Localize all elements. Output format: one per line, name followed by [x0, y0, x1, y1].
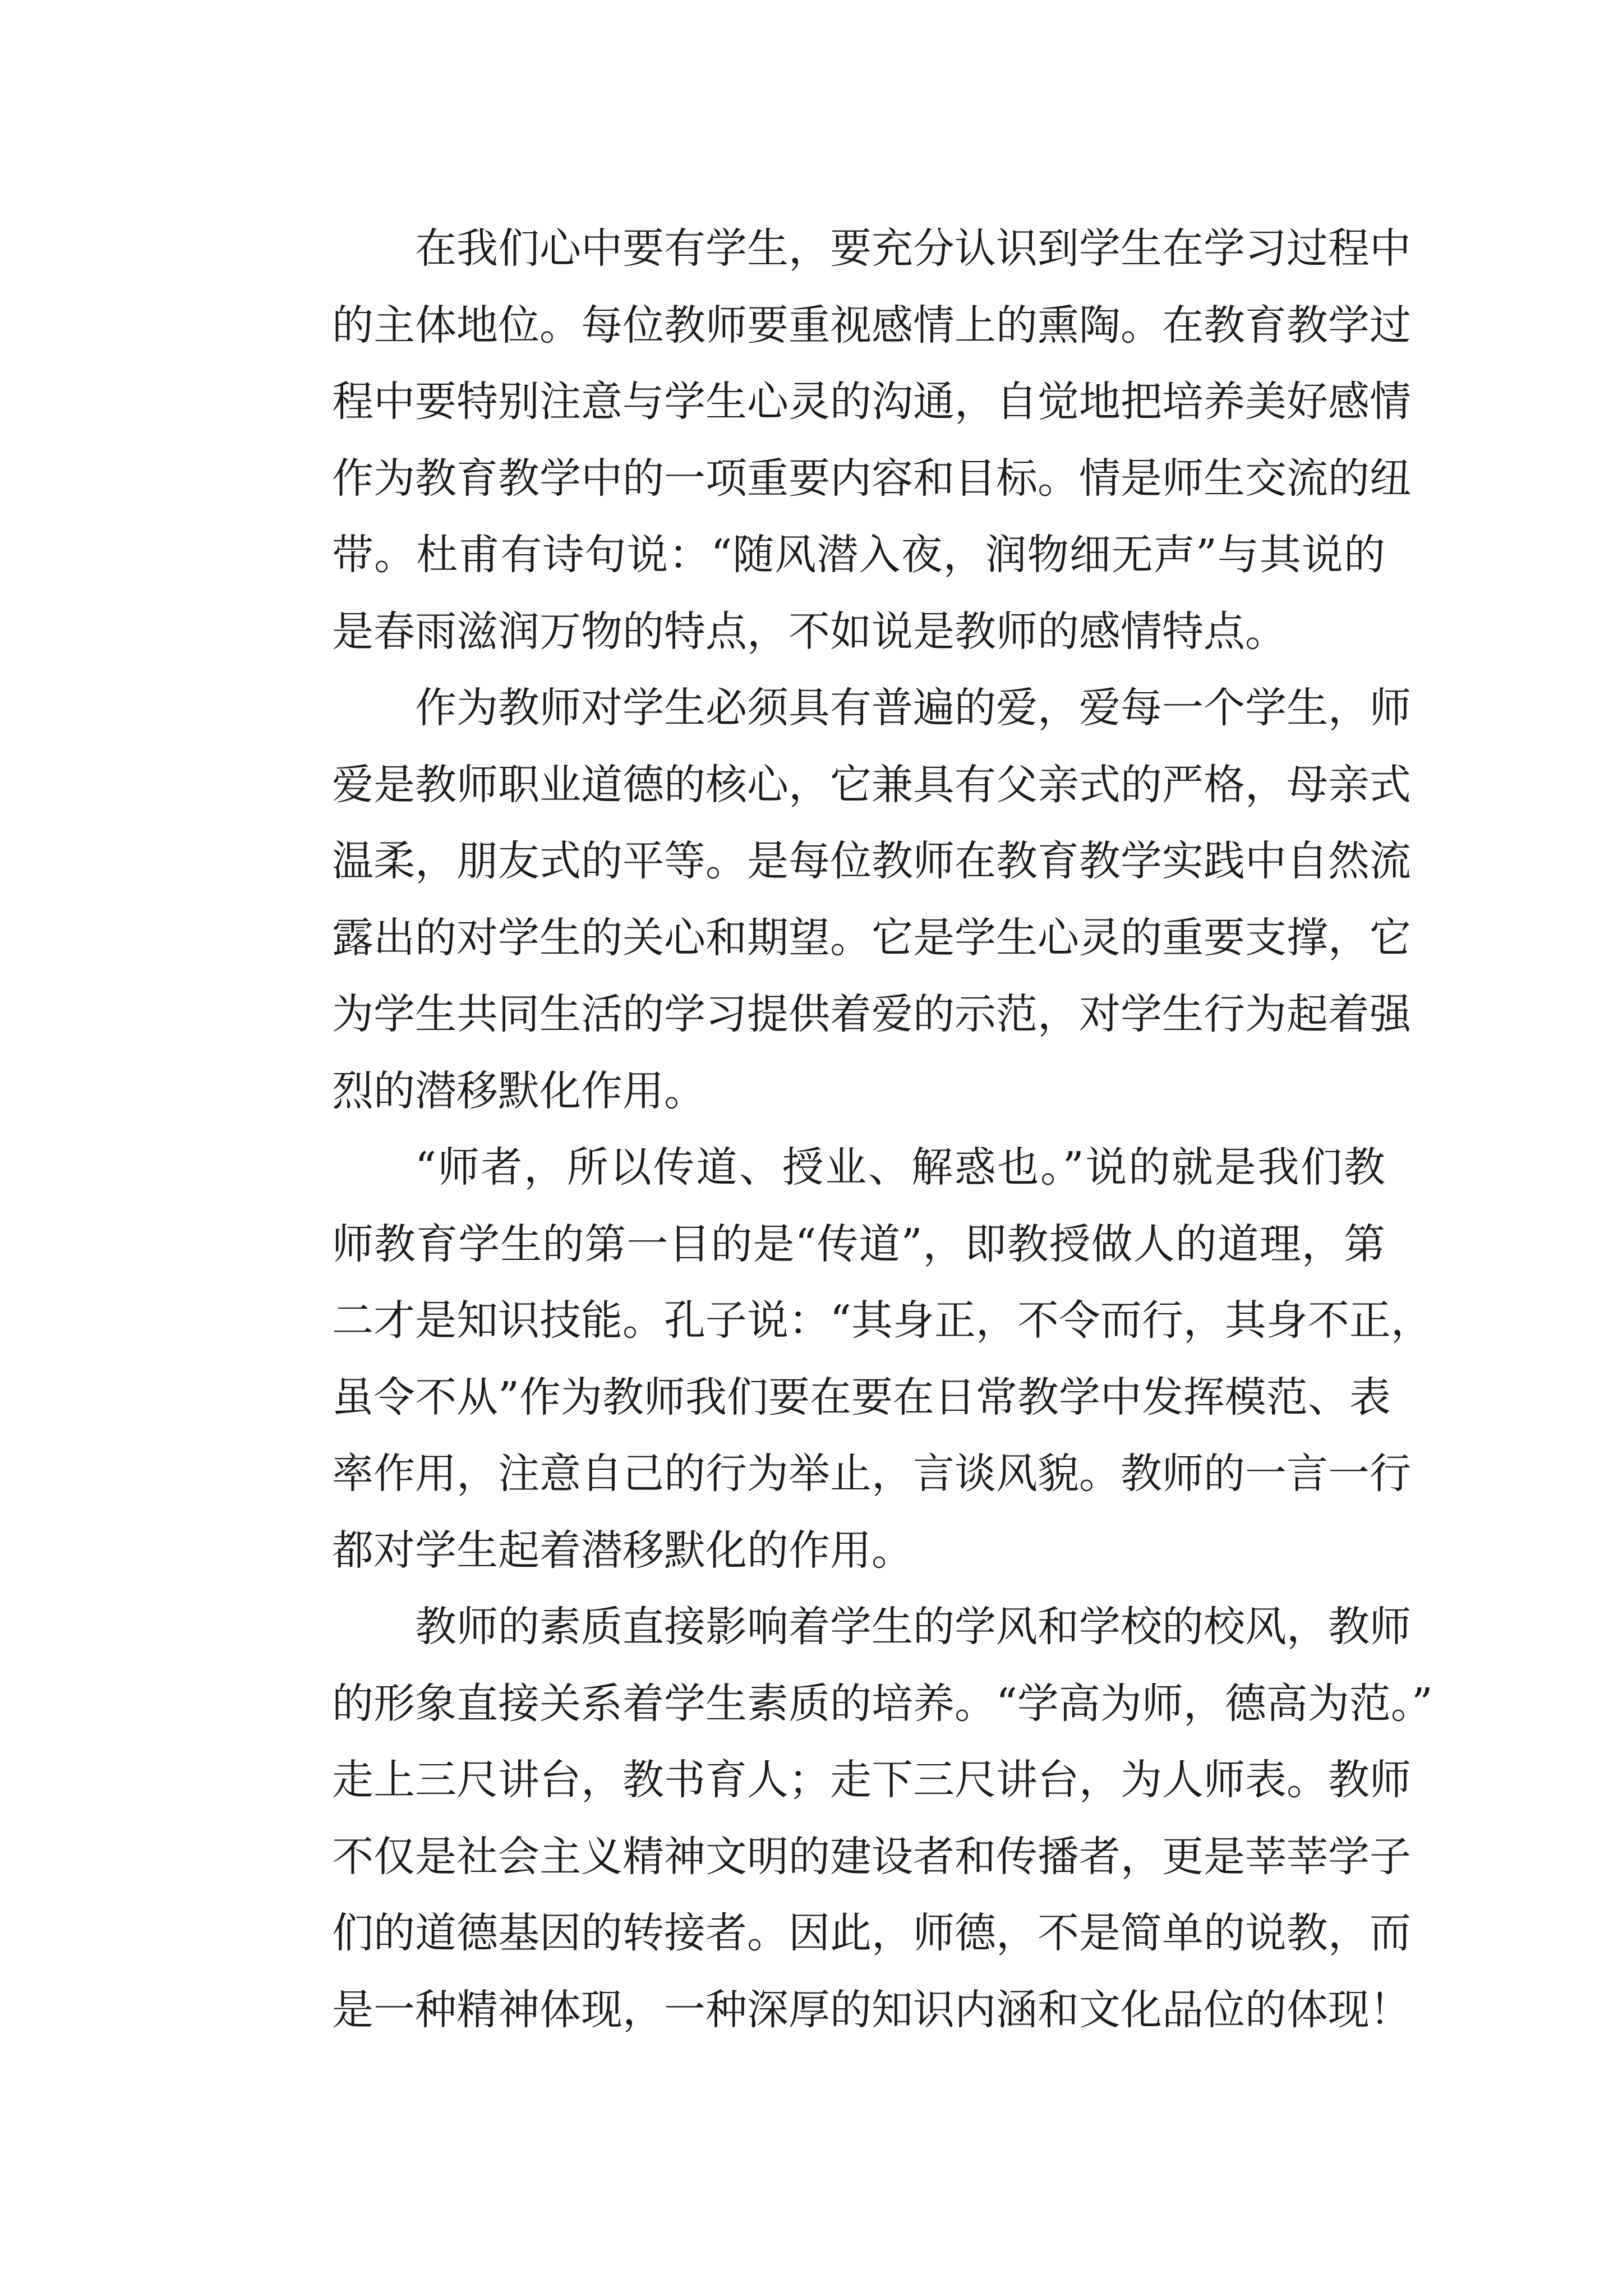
text-line: 是一种精神体现，一种深厚的知识内涵和文化品位的体现！	[332, 1985, 1411, 2034]
text-line: “师者，所以传道、授业、解惑也。”说的就是我们教	[415, 1143, 1385, 1191]
paragraph-1	[249, 210, 1411, 670]
text-line: 不仅是社会主义精神文明的建设者和传播者，更是莘莘学子	[332, 1832, 1411, 1881]
text-line: 在我们心中要有学生，要充分认识到学生在学习过程中	[415, 224, 1411, 273]
text-line: 爱是教师职业道德的核心，它兼具有父亲式的严格，母亲式	[332, 760, 1411, 809]
text-line: 带。杜甫有诗句说：“随风潜入夜，润物细无声”与其说的	[332, 531, 1385, 579]
text-line: 的主体地位。每位教师要重视感情上的熏陶。在教育教学过	[332, 301, 1411, 349]
text-line: 的形象直接关系着学生素质的培养。“学高为师，德高为范。”	[332, 1679, 1433, 1728]
text-line: 烈的潜移默化作用。	[332, 1066, 706, 1115]
text-line: 二才是知识技能。孔子说：“其身正，不令而行，其身不正，	[332, 1296, 1432, 1345]
text-line: 程中要特别注意与学生心灵的沟通，自觉地把培养美好感情	[332, 378, 1411, 426]
text-line: 走上三尺讲台，教书育人；走下三尺讲台，为人师表。教师	[332, 1756, 1411, 1804]
text-line: 们的道德基因的转接者。因此，师德，不是简单的说教，而	[332, 1909, 1411, 1957]
text-line: 教师的素质直接影响着学生的学风和学校的校风，教师	[415, 1603, 1411, 1651]
text-line: 作为教师对学生必须具有普遍的爱，爱每一个学生，师	[415, 684, 1411, 732]
paragraph-4	[249, 1589, 1433, 2048]
text-line: 率作用，注意自己的行为举止，言谈风貌。教师的一言一行	[332, 1450, 1411, 1498]
document-body	[249, 210, 1433, 2048]
paragraph-3	[249, 1129, 1432, 1589]
text-line: 都对学生起着潜移默化的作用。	[332, 1526, 913, 1575]
text-line: 作为教育教学中的一项重要内容和目标。情是师生交流的纽	[332, 454, 1411, 503]
text-line: 为学生共同生活的学习提供着爱的示范，对学生行为起着强	[332, 990, 1411, 1038]
paragraph-2	[249, 670, 1411, 1129]
text-line: 是春雨滋润万物的特点，不如说是教师的感情特点。	[332, 607, 1287, 656]
text-line: 温柔，朋友式的平等。是每位教师在教育教学实践中自然流	[332, 837, 1411, 885]
text-line: 露出的对学生的关心和期望。它是学生心灵的重要支撑，它	[332, 913, 1411, 962]
text-line: 虽令不从”作为教师我们要在要在日常教学中发挥模范、表	[332, 1373, 1391, 1421]
text-line: 师教育学生的第一目的是“传道”，即教授做人的道理，第	[332, 1220, 1385, 1268]
